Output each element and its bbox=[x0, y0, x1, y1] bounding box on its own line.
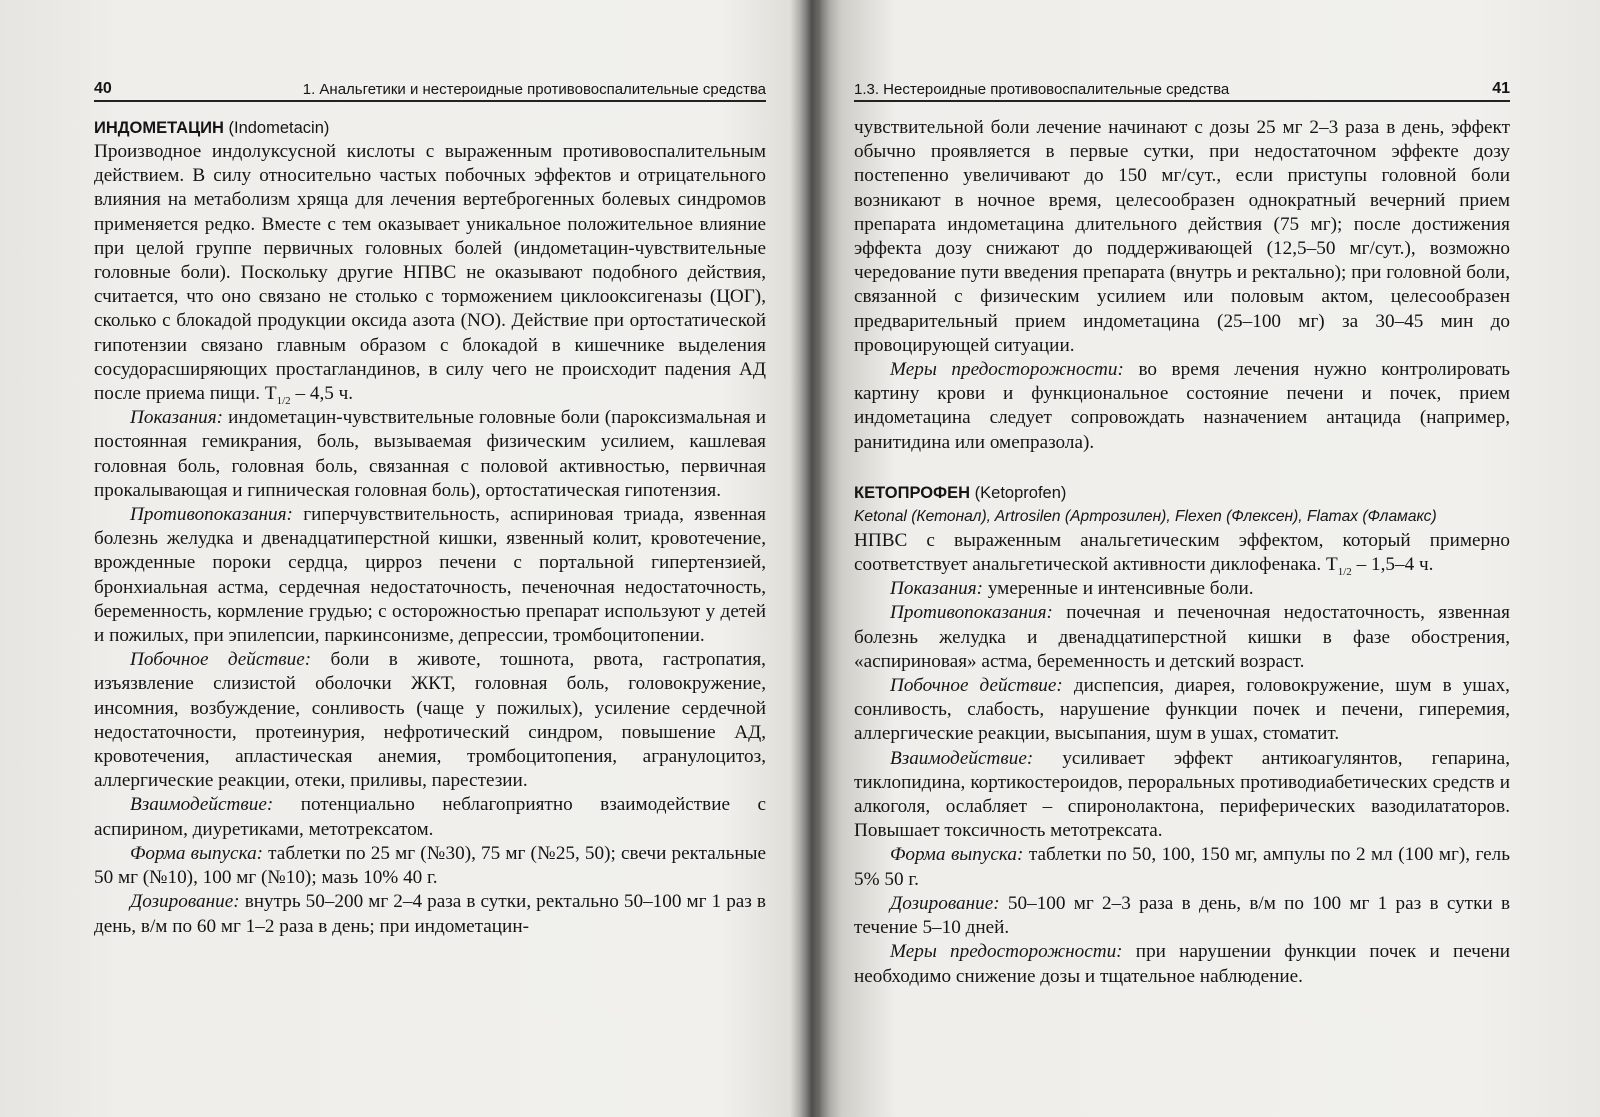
dosage-label: Дозирование: bbox=[890, 892, 1000, 914]
interactions-label: Взаимодействие: bbox=[130, 794, 274, 816]
drug-precautions-paragraph bbox=[854, 940, 1510, 988]
indications-label: Показания: bbox=[890, 578, 984, 600]
contraindications-label: Противопоказания: bbox=[130, 504, 293, 526]
description-text: НПВС с выраженным анальгетическим эффектом, который примерно соответствует анальгетической активности диклофенака. T bbox=[854, 529, 1510, 576]
page-body bbox=[854, 116, 1510, 989]
page-header bbox=[854, 74, 1510, 102]
interactions-paragraph bbox=[854, 747, 1510, 844]
dosage-text: внутрь 50–200 мг 2–4 раза в сутки, ректально 50–100 мг 1 раз в день, в/м по 60 мг 1–2 раза в день; при индометацин- bbox=[94, 891, 766, 937]
brand-names: Ketonal (Кетонал), Artrosilen (Артрозилен), Flexen (Флексен), Flamax (Фламакс) bbox=[854, 507, 1437, 525]
drug-description bbox=[94, 140, 766, 406]
indications-label: Показания: bbox=[130, 407, 224, 429]
half-life-subscript: 1/2 bbox=[1337, 565, 1352, 578]
release-form-label: Форма выпуска: bbox=[130, 842, 264, 864]
side-effects-label: Побочное действие: bbox=[890, 675, 1063, 697]
side-effects-text: боли в животе, тошнота, рвота, гастропатия, изъязвление слизистой оболочки ЖКТ, головная боль, головокружение, инсомния, возбуждение, сонливость (чаще у пожилых), усиление сердечной недостаточности, протеинурия, нефротический синдром, повышение АД, кровотечения, апластическая анемия, тромбоцитопения, агранулоцитоз, аллергические реакции, отеки, приливы, парестезии. bbox=[94, 649, 766, 792]
contraindications-paragraph bbox=[94, 503, 766, 648]
drug-name: ИНДОМЕТАЦИН bbox=[94, 119, 224, 137]
running-head: 1. Анальгетики и нестероидные противовоспалительные средства bbox=[302, 81, 766, 98]
page-body bbox=[94, 116, 766, 939]
half-life-subscript: 1/2 bbox=[276, 394, 291, 407]
half-life-value: – 4,5 ч. bbox=[290, 383, 354, 405]
side-effects-paragraph bbox=[94, 648, 766, 793]
release-form-paragraph bbox=[94, 842, 766, 890]
description-text: Производное индолуксусной кислоты с выраженным противовоспалительным действием. В силу относительно частых побочных эффектов и отрицательного влияния на метаболизм хряща для лечения вертеброгенных болевых синдромов применяется редко. Вместе с тем оказывает уникальное положительное влияние при целой группе первичных головных болей (индометацин-чувствительные головные боли). Поскольку другие НПВС не оказывают подобного действия, считается, что оно связано не столько с торможением циклооксигеназы (ЦОГ), сколько с блокадой продукции оксида азота (NO). Действие при ортостатической гипотензии связано главным образом с блокадой в кишечнике выделения сосудорасширяющих простагландинов, в силу чего не происходит падения АД после приема пищи. T bbox=[94, 141, 766, 405]
interactions-label: Взаимодействие: bbox=[890, 747, 1034, 769]
interactions-text: усиливает эффект антикоагулянтов, гепарина, тиклопидина, кортикостероидов, пероральных противодиабетических средств и алкоголя, ослабляет – спиронолактона, периферических вазодилататоров. Повышает токсичность метотрексата. bbox=[854, 747, 1510, 842]
precautions-label: Меры предосторожности: bbox=[890, 359, 1124, 381]
contraindications-text: гиперчувствительность, аспириновая триада, язвенная болезнь желудка и двенадцатиперстной кишки, язвенный колит, кровотечение, врожденные пороки сердца, цирроз печени с портальной гипертензией, бронхиальная астма, сердечная недостаточность, печеночная недостаточность, беременность, кормление грудью; с осторожностью препарат используют у детей и пожилых, при эпилепсии, паркинсонизме, депрессии, тромбоцитопении. bbox=[94, 504, 766, 647]
page-number: 41 bbox=[1492, 80, 1510, 97]
continuation-paragraph: чувствительной боли лечение начинают с дозы 25 мг 2–3 раза в день, эффект обычно проявляется в первые сутки, при недостаточном эффекте дозу постепенно увеличивают до 150 мг/сут., если приступы головной боли возникают в ночное время, целесообразен однократный вечерний прием препарата индометацина длительного действия (75 мг); после достижения эффекта дозу снижают до поддерживающей (12,5–50 мг/сут.), возможно чередование пути введения препарата (внутрь и ректально); при головной боли, связанной с физическим усилием или половым актом, целесообразен предварительный прием индометацина (25–100 мг) за 30–45 мин до провоцирующей ситуации. bbox=[854, 117, 1510, 356]
indications-paragraph bbox=[94, 406, 766, 503]
running-head: 1.3. Нестероидные противовоспалительные средства bbox=[854, 81, 1230, 98]
precautions-paragraph bbox=[854, 358, 1510, 455]
contraindications-text: почечная и печеночная недостаточность, язвенная болезнь желудка и двенадцатиперстной кишки в фазе обострения, «аспириновая» астма, беременность и детский возраст. bbox=[854, 602, 1510, 672]
release-form-text: таблетки по 50, 100, 150 мг, ампулы по 2 мл (100 мг), гель 5% 50 г. bbox=[854, 844, 1510, 890]
release-form-label: Форма выпуска: bbox=[890, 844, 1024, 866]
side-effects-text: диспепсия, диарея, головокружение, шум в ушах, сонливость, слабость, нарушение функции почек и печени, гиперемия, аллергические реакции, высыпания, шум в ушах, стоматит. bbox=[854, 675, 1510, 745]
interactions-text: потенциально неблагоприятно взаимодействие с аспирином, диуретиками, метотрексатом. bbox=[94, 794, 766, 840]
contraindications-paragraph bbox=[854, 601, 1510, 674]
release-form-paragraph bbox=[854, 843, 1510, 891]
side-effects-paragraph bbox=[854, 674, 1510, 747]
drug-latin-name: (Ketoprofen) bbox=[974, 483, 1067, 502]
drug-heading bbox=[854, 481, 1510, 505]
drug-latin-name: (Indometacin) bbox=[228, 119, 330, 137]
half-life-value: – 1,5–4 ч. bbox=[1351, 554, 1434, 576]
side-effects-label: Побочное действие: bbox=[130, 649, 312, 671]
dosage-paragraph bbox=[94, 890, 766, 938]
page-number: 40 bbox=[94, 80, 112, 97]
right-page bbox=[800, 0, 1600, 1117]
drug-name: КЕТОПРОФЕН bbox=[854, 483, 971, 502]
dosage-text: 50–100 мг 2–3 раза в день, в/м по 100 мг 1 раз в сутки в течение 5–10 дней. bbox=[854, 892, 1510, 939]
drug-heading bbox=[94, 116, 766, 140]
precautions-label: Меры предосторожности: bbox=[890, 941, 1123, 963]
indications-paragraph bbox=[854, 577, 1510, 601]
dosage-paragraph bbox=[854, 892, 1510, 940]
precautions-text: при нарушении функции почек и печени необходимо снижение дозы и тщательное наблюдение. bbox=[854, 941, 1510, 987]
interactions-paragraph bbox=[94, 793, 766, 841]
precautions-text: во время лечения нужно контролировать картину крови и функциональное состояние печени и почек, прием индометацина следует сопровождать назначением антацида (например, ранитидина или омепразола). bbox=[854, 359, 1510, 453]
page-header bbox=[94, 74, 766, 102]
indications-text: индометацин-чувствительные головные боли (пароксизмальная и постоянная гемикрания, боль, вызываемая физическим усилием, кашлевая головная боль, головная боль, связанная с половой активностью, первичная прокалывающая и гипническая головная боль), ортостатическая гипотензия. bbox=[94, 407, 766, 501]
release-form-text: таблетки по 25 мг (№30), 75 мг (№25, 50); свечи ректальные 50 мг (№10), 100 мг (№10); мазь 10% 40 г. bbox=[94, 842, 766, 889]
section-spacer bbox=[854, 455, 1510, 481]
dosage-label: Дозирование: bbox=[130, 891, 240, 913]
contraindications-label: Противопоказания: bbox=[890, 602, 1053, 624]
indications-text: умеренные и интенсивные боли. bbox=[983, 578, 1254, 600]
drug-description bbox=[854, 529, 1510, 577]
